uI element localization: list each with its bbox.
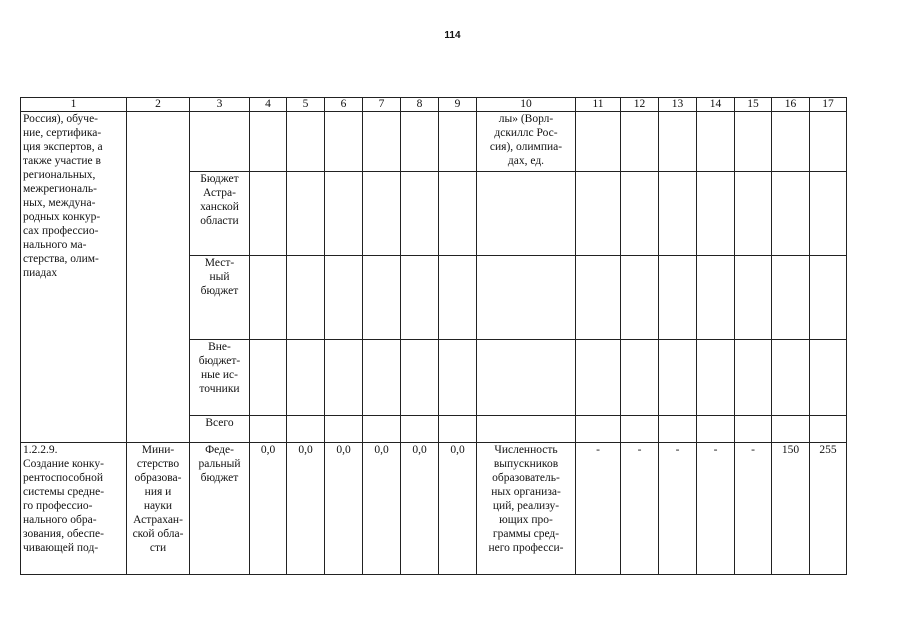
executor-cell: Мини- стерство образова- ния и науки Астрахан- ской обла- сти	[127, 443, 190, 575]
table-row	[21, 443, 847, 575]
header-cell: 10	[477, 98, 576, 112]
header-cell: 2	[127, 98, 190, 112]
table-row	[21, 112, 847, 172]
header-cell: 3	[190, 98, 250, 112]
page-number: 114	[444, 30, 461, 41]
header-cell: 4	[250, 98, 287, 112]
funding-source-federal: Феде- ральный бюджет	[190, 443, 250, 575]
header-cell: 7	[363, 98, 401, 112]
header-row	[21, 98, 847, 112]
funding-source-extrabudgetary: Вне- бюджет- ные ис- точники	[190, 340, 250, 416]
executor-cell	[127, 112, 190, 443]
indicator-cell: Численность выпускников образователь- ных организа- ций, реализу- ющих про- граммы сред- него професси-	[477, 443, 576, 575]
header-cell: 6	[325, 98, 363, 112]
header-cell: 5	[287, 98, 325, 112]
header-cell: 12	[621, 98, 659, 112]
header-cell: 1	[21, 98, 127, 112]
measure-description-cell: Россия), обуче- ние, сертифика- ция экспертов, а также участие в региональных, межрегиональ- ных, междуна- родных конкур- сах профессио- нального ма- стерства, олим- пиадах	[21, 112, 127, 443]
value-cell: 0,0	[250, 443, 287, 575]
value-cell: -	[576, 443, 621, 575]
header-cell: 8	[401, 98, 439, 112]
funding-source-local: Мест- ный бюджет	[190, 256, 250, 340]
value-cell: -	[621, 443, 659, 575]
indicator-cell: лы» (Ворл- дскиллс Рос- сия), олимпиа- дах, ед.	[477, 112, 576, 172]
header-cell: 16	[772, 98, 810, 112]
value-cell: 0,0	[363, 443, 401, 575]
header-cell: 17	[810, 98, 847, 112]
value-cell: 0,0	[401, 443, 439, 575]
value-cell: -	[697, 443, 735, 575]
value-cell: 0,0	[439, 443, 477, 575]
header-cell: 14	[697, 98, 735, 112]
funding-source-regional: Бюджет Астра- ханской области	[190, 172, 250, 256]
header-cell: 9	[439, 98, 477, 112]
header-cell: 15	[735, 98, 772, 112]
value-cell: 0,0	[325, 443, 363, 575]
measure-description-cell: 1.2.2.9. Создание конку- рентоспособной системы средне- го профессио- нального обра- зования, обеспе- чивающей под-	[21, 443, 127, 575]
header-cell: 11	[576, 98, 621, 112]
program-table	[20, 97, 847, 575]
value-cell: 255	[810, 443, 847, 575]
value-cell: 150	[772, 443, 810, 575]
source-cell	[190, 112, 250, 172]
value-cell: -	[735, 443, 772, 575]
value-cell: -	[659, 443, 697, 575]
funding-source-total: Всего	[190, 416, 250, 443]
value-cell: 0,0	[287, 443, 325, 575]
header-cell: 13	[659, 98, 697, 112]
